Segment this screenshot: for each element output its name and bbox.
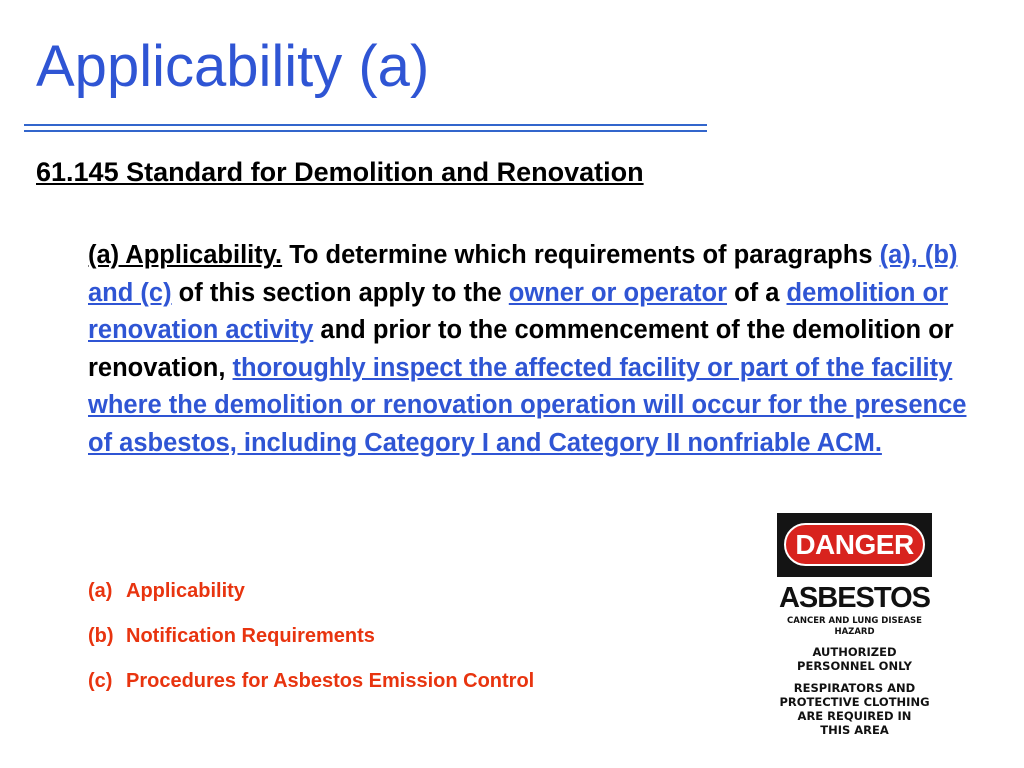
list-item-letter: (b)	[88, 625, 114, 647]
subsection-list	[88, 580, 534, 715]
sign-line-3: AUTHORIZED	[812, 645, 897, 659]
list-item[interactable]	[88, 670, 534, 715]
title-divider-top	[24, 124, 707, 126]
paragraph-text-3: of a	[727, 278, 787, 307]
sign-line-5: RESPIRATORS AND	[793, 681, 916, 695]
applicability-paragraph	[88, 237, 978, 462]
asbestos-danger-sign	[777, 513, 932, 745]
list-item-label: Applicability	[126, 580, 245, 602]
sign-line-4: PERSONNEL ONLY	[797, 659, 912, 673]
sign-line-2: HAZARD	[834, 627, 875, 637]
list-item-letter: (c)	[88, 670, 113, 692]
sign-line-8: THIS AREA	[820, 723, 889, 737]
sign-asbestos-text: ASBESTOS	[778, 582, 930, 614]
paragraph-text-2: of this section apply to the	[171, 278, 509, 307]
section-heading: 61.145 Standard for Demolition and Renovation	[36, 157, 644, 187]
paragraph-text-1: To determine which requirements of paragraphs	[282, 241, 880, 269]
list-item-letter: (a)	[88, 580, 113, 602]
title-divider-bottom	[24, 130, 707, 132]
slide-title: Applicability (a)	[36, 34, 430, 99]
sign-line-6: PROTECTIVE CLOTHING	[779, 695, 930, 709]
demolition-activity-link[interactable]: demolition or renovation activity	[88, 278, 949, 344]
paragraph-text-4: and prior to the commencement of the demolition or renovation,	[88, 316, 954, 382]
list-item-label: Notification Requirements	[126, 625, 375, 647]
sign-line-7: ARE REQUIRED IN	[797, 709, 912, 723]
list-item-label: Procedures for Asbestos Emission Control	[126, 670, 535, 692]
sign-line-1: CANCER AND LUNG DISEASE	[787, 616, 922, 626]
owner-operator-link[interactable]: owner or operator	[508, 278, 727, 307]
inspect-facility-link[interactable]: thoroughly inspect the affected facility or part of the facility where the demolition or renovation operation will occur for the presence of asbestos, including Category I and Category II nonfriable ACM.	[88, 353, 967, 457]
sign-danger-text: DANGER	[795, 529, 914, 560]
list-item[interactable]	[88, 580, 534, 625]
paragraph-lead: (a) Applicability.	[88, 241, 283, 269]
paragraphs-link[interactable]: (a), (b) and (c)	[88, 241, 958, 307]
list-item[interactable]	[88, 625, 534, 670]
